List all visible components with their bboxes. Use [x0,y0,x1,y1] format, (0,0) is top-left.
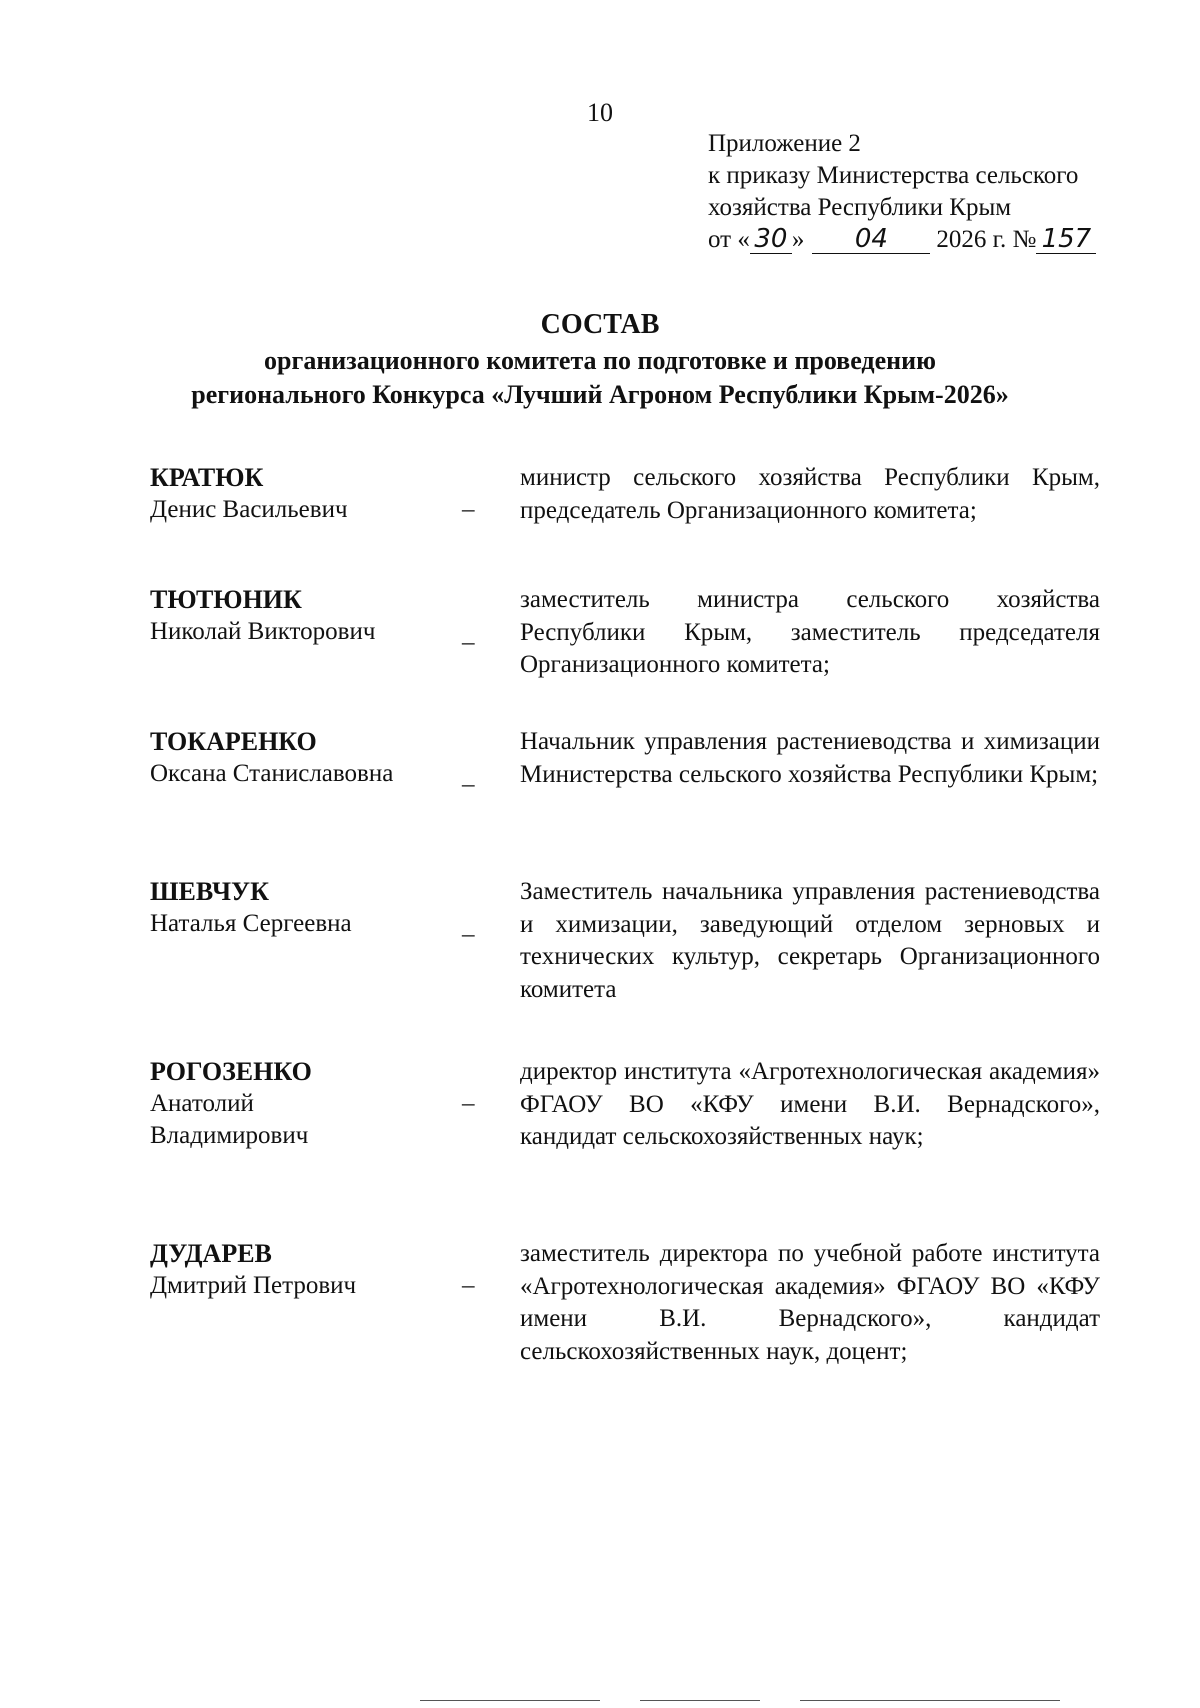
title-main: СОСТАВ [540,309,660,340]
member-surname: ТОКАРЕНКО [150,727,317,756]
footer-rule [800,1700,1060,1701]
member-given-name: Денис Васильевич [150,496,348,523]
member-dash: – [462,1272,475,1299]
order-date-line [708,224,1096,256]
member-given-name: Николай Викторович [150,618,376,645]
member-dash: – [462,496,475,523]
title-line-3: регионального Конкурса «Лучший Агроном Республики Крым-2026» [191,380,1009,409]
member-dash: _ [462,620,475,647]
member-given-name: Наталья Сергеевна [150,910,352,937]
member-role: заместитель министра сельского хозяйства Республики Крым, заместитель председателя Организационного комитета; [520,586,1100,678]
member-dash: – [462,1090,475,1117]
member-given-name: Анатолий Владимирович [150,1090,309,1149]
date-quote-close: » [791,226,805,253]
member-dash: _ [462,912,475,939]
member-dash: _ [462,762,475,789]
order-day-handwritten: 30 [750,225,792,254]
member-surname: ДУДАРЕВ [150,1239,272,1268]
order-year-label: 2026 г. № [936,226,1037,253]
order-month-handwritten: 04 [812,225,930,254]
title-line-2: организационного комитета по подготовке и проведению [264,346,936,375]
member-surname: КРАТЮК [150,463,264,492]
appendix-line-2: к приказу Министерства сельского [708,162,1079,189]
member-surname: РОГОЗЕНКО [150,1057,312,1086]
member-surname: ШЕВЧУК [150,877,269,906]
order-number-handwritten: 157 [1036,225,1096,254]
appendix-line-3: хозяйства Республики Крым [708,194,1012,221]
page-number: 10 [587,98,613,127]
appendix-header [708,128,1096,256]
member-role: заместитель директора по учебной работе института «Агротехнологическая академия» ФГАОУ ВО «КФУ имени В.И. Вернадского», кандидат сельскохозяйственных наук, доцент; [520,1240,1100,1365]
document-title [0,308,1200,412]
member-role: Заместитель начальника управления растениеводства и химизации, заведующий отделом зерновых и технических культур, секретарь Организационного комитета [520,878,1100,1003]
date-prefix: от « [708,226,750,253]
member-given-name: Дмитрий Петрович [150,1272,357,1299]
member-role: директор института «Агротехнологическая академия» ФГАОУ ВО «КФУ имени В.И. Вернадского», кандидат сельскохозяйственных наук; [520,1058,1100,1150]
footer-rule [420,1700,600,1701]
member-surname: ТЮТЮНИК [150,585,302,614]
member-role: министр сельского хозяйства Республики Крым, председатель Организационного комитета; [520,464,1100,524]
member-given-name: Оксана Станиславовна [150,760,394,787]
footer-rule [640,1700,760,1701]
appendix-line-1: Приложение 2 [708,130,861,157]
member-role: Начальник управления растениеводства и химизации Министерства сельского хозяйства Республики Крым; [520,728,1100,788]
